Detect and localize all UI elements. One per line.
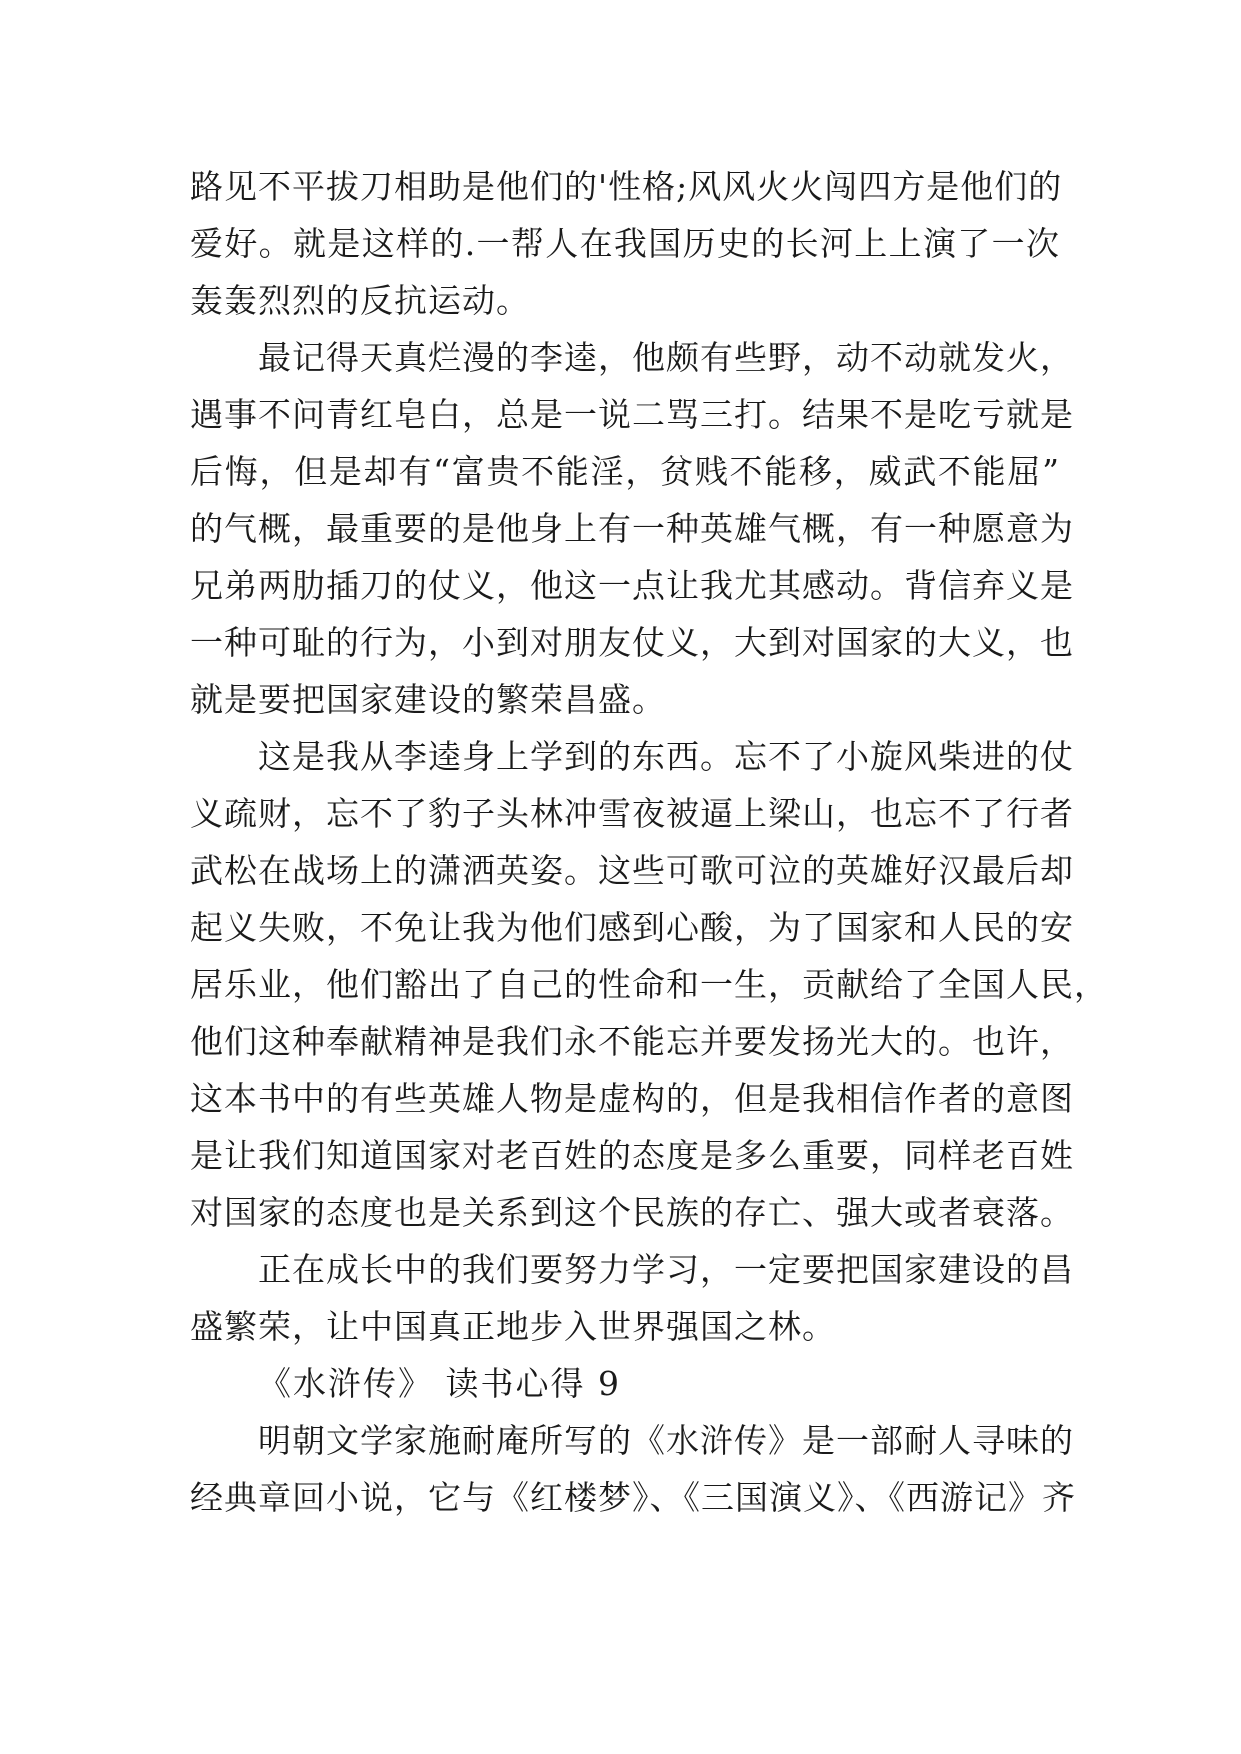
text-line: 经典章回小说，它与《红楼梦》、《三国演义》、《西游记》齐 — [190, 1478, 1076, 1517]
text-line: 武松在战场上的潇洒英姿。这些可歌可泣的英雄好汉最后却 — [190, 851, 1074, 890]
text-line: 就是要把国家建设的繁荣昌盛。 — [190, 680, 666, 719]
text-line: 明朝文学家施耐庵所写的《水浒传》是一部耐人寻味的 — [258, 1421, 1074, 1460]
text-line: 轰轰烈烈的反抗运动。 — [190, 281, 530, 320]
text-line: 义疏财，忘不了豹子头林冲雪夜被逼上梁山，也忘不了行者 — [190, 794, 1074, 833]
text-line: 兄弟两肋插刀的仗义，他这一点让我尤其感动。背信弃义是 — [190, 566, 1074, 605]
text-line: 对国家的态度也是关系到这个民族的存亡、强大或者衰落。 — [190, 1193, 1074, 1232]
text-line: 路见不平拔刀相助是他们的'性格;风风火火闯四方是他们的 — [190, 167, 1063, 206]
text-line: 正在成长中的我们要努力学习，一定要把国家建设的昌 — [258, 1250, 1074, 1289]
text-line: 遇事不问青红皂白，总是一说二骂三打。结果不是吃亏就是 — [190, 395, 1074, 434]
body-text — [190, 158, 1108, 1526]
text-line: 最记得天真烂漫的李逵，他颇有些野，动不动就发火， — [258, 338, 1074, 377]
text-line: 起义失败，不免让我为他们感到心酸，为了国家和人民的安 — [190, 908, 1074, 947]
text-line: 是让我们知道国家对老百姓的态度是多么重要，同样老百姓 — [190, 1136, 1074, 1175]
text-line: 后悔，但是却有“富贵不能淫，贫贱不能移，威武不能屈” — [190, 452, 1060, 491]
text-line: 盛繁荣，让中国真正地步入世界强国之林。 — [190, 1307, 836, 1346]
text-line: 居乐业，他们豁出了自己的性命和一生，贡献给了全国人民， — [190, 965, 1108, 1004]
text-line: 一种可耻的行为，小到对朋友仗义，大到对国家的大义，也 — [190, 623, 1074, 662]
text-line: 这是我从李逵身上学到的东西。忘不了小旋风柴进的仗 — [258, 737, 1074, 776]
text-line: 这本书中的有些英雄人物是虚构的，但是我相信作者的意图 — [190, 1079, 1074, 1118]
text-line: 的气概，最重要的是他身上有一种英雄气概，有一种愿意为 — [190, 509, 1074, 548]
text-line: 他们这种奉献精神是我们永不能忘并要发扬光大的。也许， — [190, 1022, 1074, 1061]
section-heading: 《水浒传》 读书心得 9 — [258, 1364, 621, 1403]
text-line: 爱好。就是这样的.一帮人在我国历史的长河上上演了一次 — [190, 224, 1060, 263]
